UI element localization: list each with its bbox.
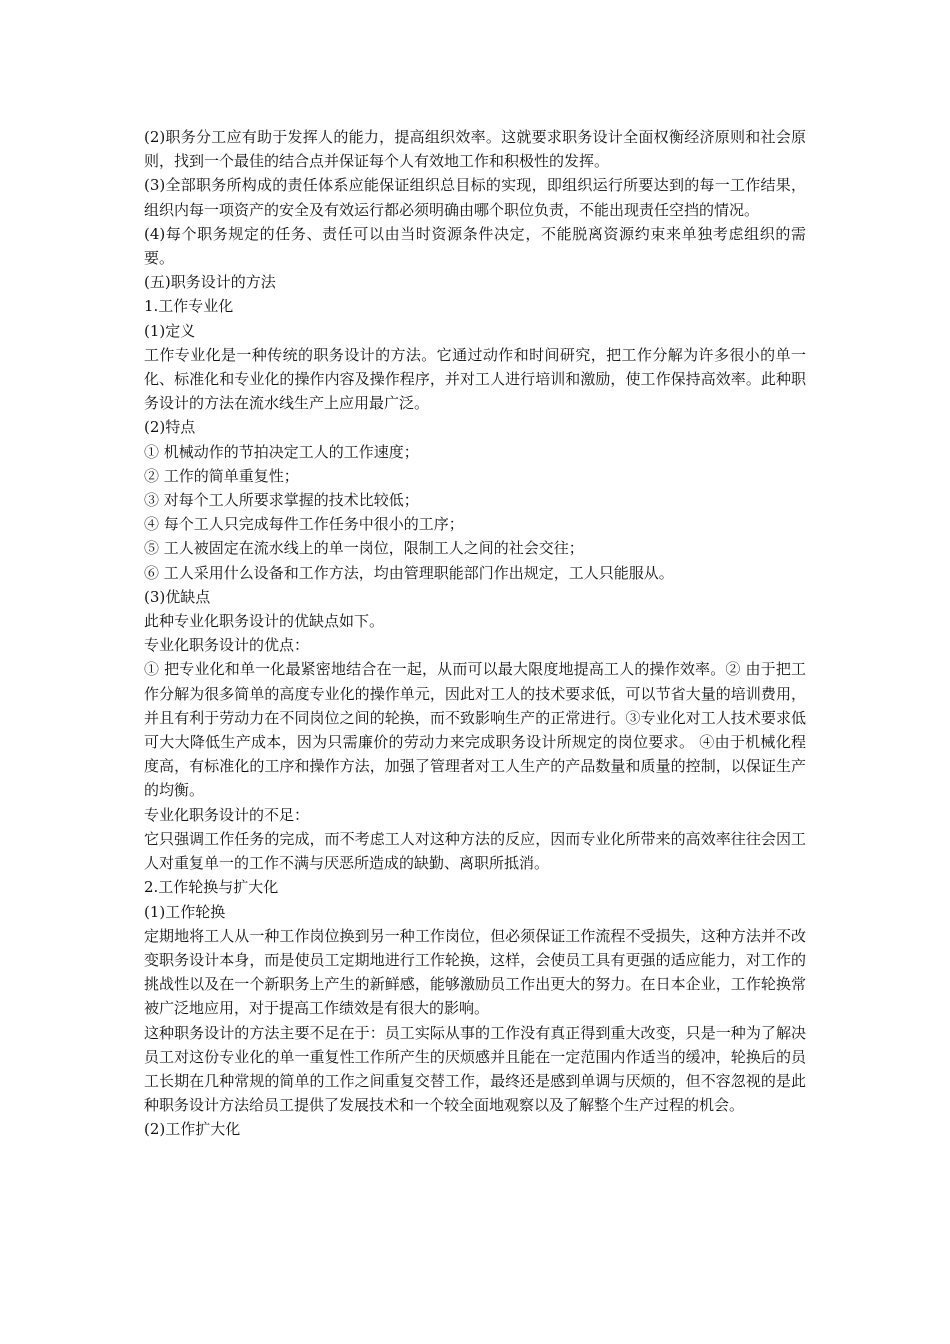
paragraph-job-rotation: 定期地将工人从一种工作岗位换到另一种工作岗位，但必须保证工作流程不受损失，这种方法并不改变职务设计本身，而是使员工定期地进行工作轮换，这样，会使员工具有更强的适应能力，对工作的挑战性以及在一个新职务上产生的新鲜感，能够激励员工作出更大的努力。在日本企业，工作轮换常被广泛地应用，对于提高工作绩效是有很大的影响。 [144,926,806,1018]
paragraph-advantages: ① 把专业化和单一化最紧密地结合在一起，从而可以最大限度地提高工人的操作效率。② 由于把工作分解为很多简单的高度专业化的操作单元，因此对工人的技术要求低，可以节省大量的培训费用，并且有利于劳动力在不同岗位之间的轮换，而不致影响生产的正常进行。③专业化对工人技术要求低可大大降低生产成本，因为只需廉价的劳动力来完成职务设计所规定的岗位要求。 ④由于机械化程度高，有标准化的工序和操作方法，加强了管理者对工人生产的产品数量和质量的控制，以保证生产的均衡。 [144,660,806,800]
list-item-characteristic-5: ⑤ 工人被固定在流水线上的单一岗位，限制工人之间的社会交往； [144,539,584,558]
paragraph-advantages-label: 专业化职务设计的优点： [144,636,310,655]
subheading-characteristics: (2)特点 [144,418,196,437]
paragraph-principle-2: (2)职务分工应有助于发挥人的能力，提高组织效率。这就要求职务设计全面权衡经济原则和社会原则，找到一个最佳的结合点并保证每个人有效地工作和积极性的发挥。 [144,128,806,171]
list-item-characteristic-6: ⑥ 工人采用什么设备和工作方法，均由管理职能部门作出规定，工人只能服从。 [144,563,674,582]
paragraph-pros-cons-intro: 此种专业化职务设计的优缺点如下。 [144,612,385,631]
paragraph-disadvantages: 它只强调工作任务的完成，而不考虑工人对这种方法的反应，因而专业化所带来的高效率往往会因工人对重复单一的工作不满与厌恶所造成的缺勤、离职所抵消。 [144,829,806,873]
document-body [144,125,806,1142]
paragraph-disadvantages-label: 专业化职务设计的不足： [144,805,310,824]
subheading-pros-cons: (3)优缺点 [144,587,211,606]
list-item-characteristic-4: ④ 每个工人只完成每件工作任务中很小的工序； [144,515,464,534]
section-heading-job-design-methods: (五)职务设计的方法 [144,273,276,292]
subheading-job-enlargement: (2)工作扩大化 [144,1120,241,1139]
list-item-characteristic-1: ① 机械动作的节拍决定工人的工作速度； [144,442,419,461]
paragraph-definition: 工作专业化是一种传统的职务设计的方法。它通过动作和时间研究，把工作分解为许多很小的单一化、标准化和专业化的操作内容及操作程序，并对工人进行培训和激励，使工作保持高效率。此种职务设计的方法在流水线生产上应用最广泛。 [144,345,806,413]
list-item-characteristic-2: ② 工作的简单重复性； [144,466,299,485]
subheading-definition: (1)定义 [144,321,196,340]
paragraph-principle-3: (3)全部职务所构成的责任体系应能保证组织总目标的实现，即组织运行所要达到的每一工作结果，组织内每一项资产的安全及有效运行都必须明确由哪个职位负责，不能出现责任空挡的情况。 [144,176,806,219]
subheading-rotation-enlargement: 2.工作轮换与扩大化 [144,878,279,897]
paragraph-principle-4: (4)每个职务规定的任务、责任可以由当时资源条件决定，不能脱离资源约束来单独考虑组织的需要。 [144,224,806,268]
subheading-job-rotation: (1)工作轮换 [144,902,226,921]
subheading-job-specialization: 1.工作专业化 [144,297,234,316]
paragraph-job-rotation-shortcomings: 这种职务设计的方法主要不足在于：员工实际从事的工作没有真正得到重大改变，只是一种为了解决员工对这份专业化的单一重复性工作所产生的厌烦感并且能在一定范围内作适当的缓冲，轮换后的员工长期在几种常规的简单的工作之间重复交替工作，最终还是感到单调与厌烦的，但不容忽视的是此种职务设计方法给员工提供了发展技术和一个较全面地观察以及了解整个生产过程的机会。 [144,1023,806,1115]
list-item-characteristic-3: ③ 对每个工人所要求掌握的技术比较低； [144,491,419,510]
